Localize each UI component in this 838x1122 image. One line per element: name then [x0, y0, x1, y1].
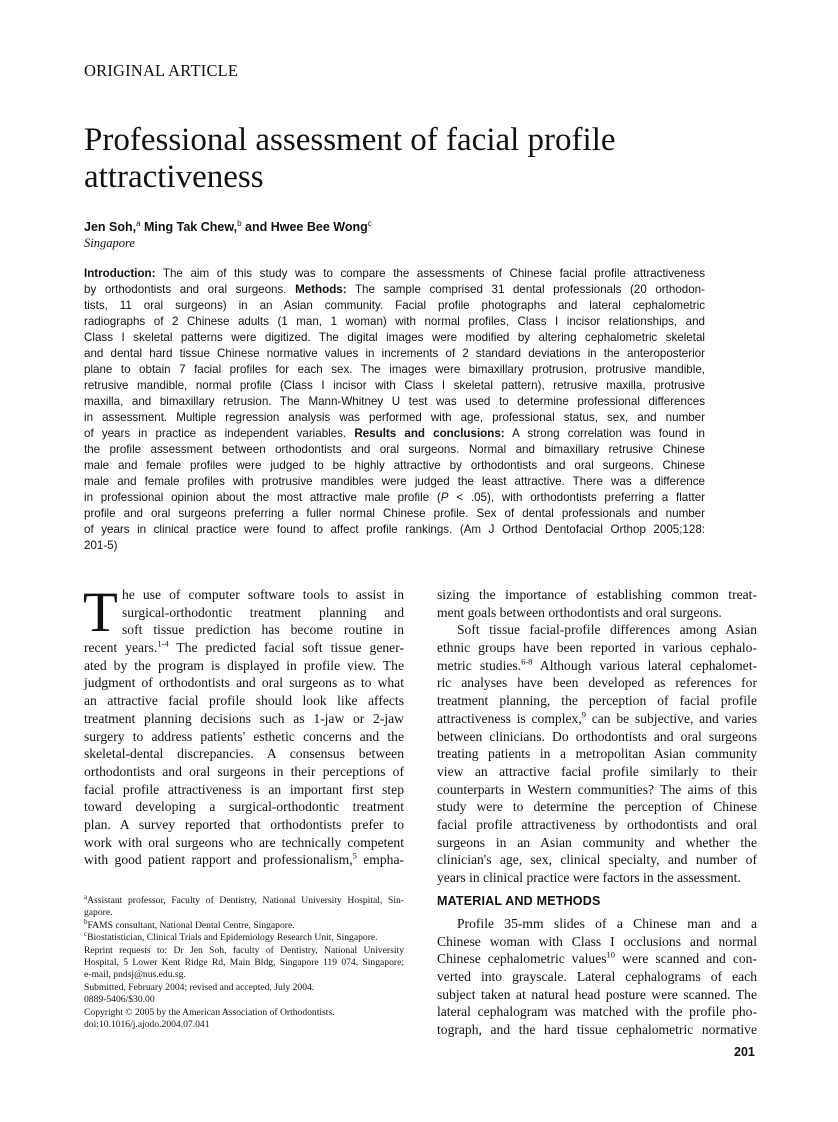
text-line: male and female profiles with protrusive mandibles were judged the least attractive. There was a difference: [84, 475, 705, 488]
text-line: verted into grayscale. Lateral cephalograms of each: [437, 969, 757, 985]
text-line: Reprint requests to: Dr Jen Soh, faculty of Dentistry, National University: [84, 944, 404, 956]
text-line: Chinese cephalometric values$^{10}$ were scanned and con-: [437, 949, 757, 967]
text-line: lateral cephalogram was matched with the profile pho-: [437, 1004, 757, 1020]
author-location: Singapore: [84, 236, 135, 250]
authors: Jen Soh,$^a$ Ming Tak Chew,$^b$ and Hwee Bee Wong$^c$: [84, 219, 372, 235]
text-line: surgery to address patients' esthetic concerns and the: [84, 728, 404, 744]
text-line: skeletal-dental discrepancies. A consensus between: [84, 746, 404, 762]
page-number: 201: [734, 1045, 755, 1059]
text-line: surgical-orthodontic treatment planning and: [122, 604, 404, 620]
text-line: profile and oral surgeons preferring a fuller normal Chinese profile. Sex of dental professionals and number: [84, 507, 705, 520]
text-line: radiographs of 2 Chinese adults (1 man, 1 woman) with normal profiles, Class I incisor relationships, and: [84, 315, 705, 328]
text-line: e-mail, pndsj@nus.edu.sg.: [84, 969, 186, 981]
text-line: tograph, and the hard tissue cephalometric normative: [437, 1022, 757, 1038]
text-line: Soft tissue facial-profile differences among Asian: [457, 622, 757, 638]
text-line: $^c$Biostatistician, Clinical Trials and Epidemiology Research Unit, Singapore.: [84, 929, 378, 944]
text-line: soft tissue prediction has become routine in: [122, 622, 404, 638]
text-line: view an attractive facial profile similarly to their: [437, 763, 757, 779]
text-line: ment goals between orthodontists and oral surgeons.: [437, 604, 722, 620]
text-line: of years in practice as independent variables. Results and conclusions: A strong correlation was found in: [84, 427, 705, 440]
text-line: Submitted, February 2004; revised and accepted, July 2004.: [84, 981, 315, 993]
text-line: male and female profiles were judged to be highly attractive by orthodontists and oral surgeons. Chinese: [84, 459, 705, 472]
text-line: facial profile attractiveness is an important first step: [84, 781, 404, 797]
section-label: ORIGINAL ARTICLE: [84, 61, 239, 80]
text-line: surgeons in an Asian community and whether the: [437, 834, 757, 850]
text-line: ric analyses have been developed as references for: [437, 675, 757, 691]
text-line: $^b$FAMS consultant, National Dental Centre, Singapore.: [84, 917, 295, 931]
text-line: Class I skeletal patterns were digitized. The digital images were modified by altering cephalometric skeletal: [84, 331, 705, 344]
text-line: of years in clinical practice were found to affect profile rankings. (Am J Orthod Dentofacial Orthop 2005;128:: [84, 523, 705, 536]
text-line: orthodontists and oral surgeons in their perceptions of: [84, 763, 404, 779]
text-line: Introduction: The aim of this study was to compare the assessments of Chinese facial profile attractiveness: [84, 267, 705, 280]
text-line: toward developing a surgical-orthodontic treatment: [84, 799, 404, 815]
text-line: an attractive facial profile should look like affects: [84, 693, 404, 709]
body-right-column: [437, 586, 757, 887]
text-line: metric studies.$^{6-8}$ Although various lateral cephalomet-: [437, 656, 758, 673]
text-line: $^a$Assistant professor, Faculty of Dentistry, National University Hospital, Sin-: [84, 892, 404, 906]
text-line: plan. A survey reported that orthodontists prefer to: [84, 816, 404, 832]
text-line: recent years.$^{1-4}$ The predicted facial soft tissue gener-: [84, 638, 404, 656]
text-line: with good patient rapport and professionalism,$^5$ empha-: [84, 850, 404, 868]
text-line: Copyright © 2005 by the American Association of Orthodontists.: [84, 1006, 335, 1018]
text-line: Hospital, 5 Lower Kent Ridge Rd, Main Bldg, Singapore 119 074, Singapore;: [84, 956, 404, 968]
text-line: maxilla, and bimaxillary retrusion. The Mann-Whitney U test was used to determine professional differences: [84, 395, 705, 408]
text-line: treatment planning, the perception of facial profile: [437, 693, 757, 709]
text-line: subject taken at natural head posture were scanned. The: [437, 986, 757, 1002]
text-line: 201-5): [84, 539, 118, 552]
drop-cap: T: [83, 581, 118, 644]
text-line: he use of computer software tools to assist in: [122, 587, 404, 602]
text-line: Profile 35-mm slides of a Chinese man and a: [457, 916, 757, 931]
text-line: ethnic groups have been reported in various cephalo-: [437, 640, 757, 656]
text-line: the profile assessment between orthodontists and oral surgeons. Normal and bimaxillary retrusive Chinese: [84, 443, 705, 456]
text-line: facial profile attractiveness by orthodontists and oral: [437, 816, 757, 832]
dropcap-paragraph-start: [83, 581, 404, 644]
text-line: work with oral surgeons who are technically competent: [84, 834, 404, 850]
text-line: plane to obtain 7 facial profiles for each sex. The images were bimaxillary protrusion, protrusive mandible,: [84, 363, 705, 376]
text-line: years in clinical practice were factors in the assessment.: [437, 870, 741, 885]
text-line: 0889-5406/$30.00: [84, 994, 155, 1006]
text-line: in professional opinion about the most attractive male profile (P < .05), with orthodontists preferring a flatter: [84, 491, 706, 504]
dropcap-lines: [83, 581, 404, 644]
title-line: Professional assessment of facial profile: [84, 122, 616, 158]
text-line: retrusive mandible, normal profile (Class I incisor with Class I skeletal pattern), retrusive maxilla, protrusive: [84, 379, 705, 392]
title-line: attractiveness: [84, 159, 264, 195]
text-line: judgment of orthodontists and oral surgeons as to what: [84, 675, 404, 691]
abstract: [84, 266, 705, 554]
text-line: between clinicians. Do orthodontists and oral surgeons: [437, 728, 757, 744]
text-line: in assessment. Multiple regression analysis was performed with age, professional status, sex, and number: [84, 411, 705, 424]
text-line: attractiveness is complex,$^9$ can be subjective, and varies: [437, 709, 757, 726]
text-line: treating patients in a metropolitan Asian community: [437, 746, 757, 762]
text-line: treatment planning decisions such as 1-jaw or 2-jaw: [84, 710, 404, 726]
text-line: ated by the program is displayed in profile view. The: [84, 657, 404, 673]
left-body-lines: [84, 639, 404, 869]
methods-paragraph: [437, 915, 757, 1039]
text-line: counterparts in Western communities? The aims of this: [437, 781, 757, 797]
text-line: and dental hard tissue Chinese normative values in increments of 2 standard deviations in the anteroposterior: [84, 347, 705, 360]
text-line: tists, 11 oral surgeons) in an Asian community. Facial profile photographs and lateral cephalometric: [84, 299, 705, 312]
text-line: by orthodontists and oral surgeons. Methods: The sample comprised 31 dental professionals (20 orthodon-: [84, 283, 705, 296]
text-line: gapore.: [84, 907, 113, 919]
article-title: [84, 122, 616, 196]
text-line: doi:10.1016/j.ajodo.2004.07.041: [84, 1018, 210, 1030]
footnotes: [84, 892, 404, 1031]
text-line: Chinese woman with Class I occlusions and normal: [437, 933, 757, 949]
text-line: clinician's age, sex, clinical specialty, and number of: [437, 852, 757, 868]
text-line: sizing the importance of establishing common treat-: [437, 587, 757, 602]
body-left-column: [83, 581, 404, 869]
section-heading-methods: MATERIAL AND METHODS: [437, 894, 601, 908]
text-line: study were to determine the perception of Chinese: [437, 799, 757, 815]
